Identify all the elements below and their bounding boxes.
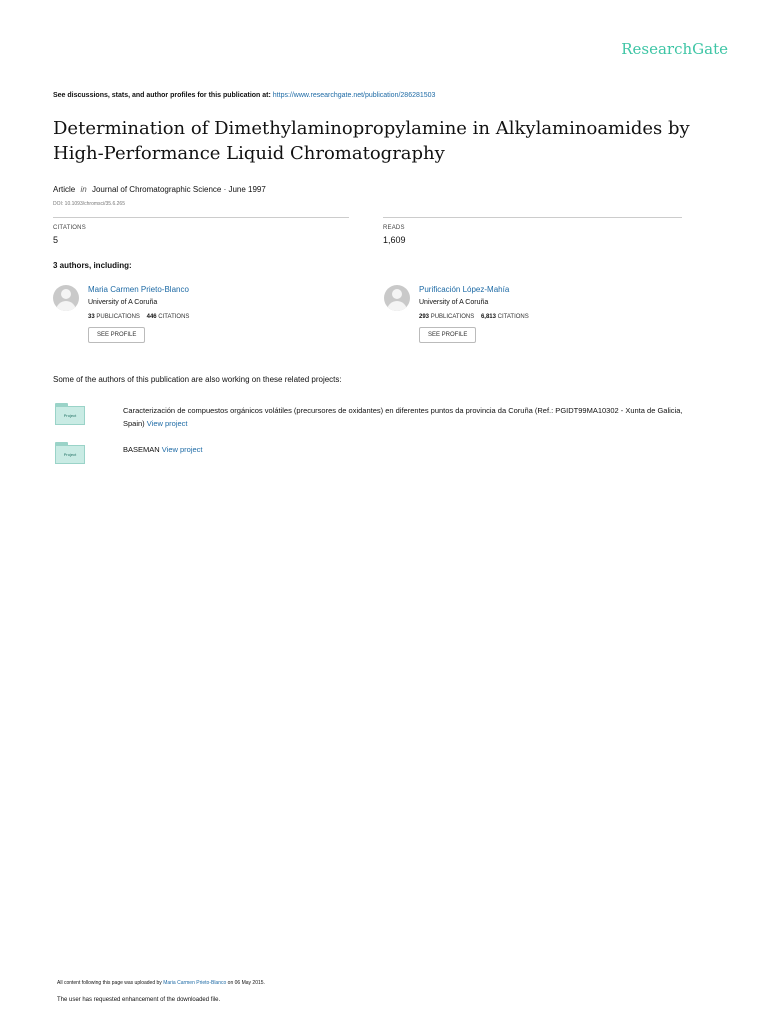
article-type: Article bbox=[53, 185, 76, 194]
author-citations-count: 446 bbox=[146, 314, 157, 320]
project-folder-icon bbox=[55, 442, 85, 464]
project-folder-icon bbox=[55, 403, 85, 425]
author-stats bbox=[419, 314, 529, 320]
author-name-link[interactable]: Purificación López-Mahía bbox=[419, 285, 510, 294]
article-in: in bbox=[80, 185, 87, 194]
upload-prefix: All content following this page was uploaded by bbox=[57, 980, 162, 986]
publications-count: 293 bbox=[419, 314, 430, 320]
researchgate-logo[interactable]: ResearchGate bbox=[621, 40, 728, 58]
discussion-prefix: See discussions, stats, and author profiles for this publication at: bbox=[53, 92, 271, 99]
article-meta bbox=[53, 185, 266, 194]
projects-heading: Some of the authors of this publication are also working on these related projects: bbox=[53, 375, 342, 384]
uploader-link[interactable]: Maria Carmen Prieto-Blanco bbox=[163, 980, 227, 986]
see-profile-button[interactable]: SEE PROFILE bbox=[88, 327, 145, 343]
publications-count: 33 bbox=[88, 314, 95, 320]
view-project-link[interactable]: View project bbox=[146, 419, 188, 428]
citations-stat bbox=[53, 217, 349, 245]
project-title: BASEMAN bbox=[123, 445, 160, 454]
author-affiliation: University of A Coruña bbox=[88, 299, 158, 306]
discussion-line bbox=[53, 92, 435, 99]
avatar-icon[interactable] bbox=[384, 285, 410, 311]
project-description bbox=[123, 443, 703, 456]
publication-url-link[interactable]: https://www.researchgate.net/publication/286281503 bbox=[272, 92, 436, 99]
author-citations-label: CITATIONS bbox=[158, 314, 190, 320]
project-title: Caracterización de compuestos orgánicos volátiles (precursores de oxidantes) en diferentes puntos da provincia da Coruña (Ref.: PGIDT99MA10302 - Xunta de Galicia, Spain) bbox=[123, 406, 683, 428]
publication-title: Determination of Dimethylaminopropylamine in Alkylaminoamides by High-Performance Liquid Chromatography bbox=[53, 118, 690, 164]
author-citations-label: CITATIONS bbox=[497, 314, 529, 320]
project-folder-label: Project bbox=[55, 445, 85, 464]
author-affiliation: University of A Coruña bbox=[419, 299, 489, 306]
reads-value: 1,609 bbox=[383, 235, 406, 245]
author-stats bbox=[88, 314, 189, 320]
project-folder-label: Project bbox=[55, 406, 85, 425]
upload-suffix: on 06 May 2015. bbox=[227, 980, 265, 986]
citations-value: 5 bbox=[53, 235, 59, 245]
publications-label: PUBLICATIONS bbox=[430, 314, 475, 320]
author-card bbox=[384, 285, 684, 355]
journal-name[interactable]: Journal of Chromatographic Science · June 1997 bbox=[91, 185, 266, 194]
upload-note bbox=[57, 980, 265, 986]
see-profile-button[interactable]: SEE PROFILE bbox=[419, 327, 476, 343]
reads-label: READS bbox=[383, 225, 405, 231]
author-name-link[interactable]: Maria Carmen Prieto-Blanco bbox=[88, 285, 189, 294]
enhancement-note: The user has requested enhancement of the downloaded file. bbox=[57, 997, 221, 1003]
publications-label: PUBLICATIONS bbox=[96, 314, 140, 320]
project-description bbox=[123, 404, 703, 430]
author-card bbox=[53, 285, 353, 355]
author-citations-count: 6,813 bbox=[480, 314, 496, 320]
citations-label: CITATIONS bbox=[53, 225, 86, 231]
avatar-icon[interactable] bbox=[53, 285, 79, 311]
doi: DOI: 10.1093/chromsci/35.6.265 bbox=[53, 201, 125, 207]
authors-heading: 3 authors, including: bbox=[53, 261, 132, 270]
view-project-link[interactable]: View project bbox=[161, 445, 203, 454]
reads-stat bbox=[383, 217, 682, 245]
